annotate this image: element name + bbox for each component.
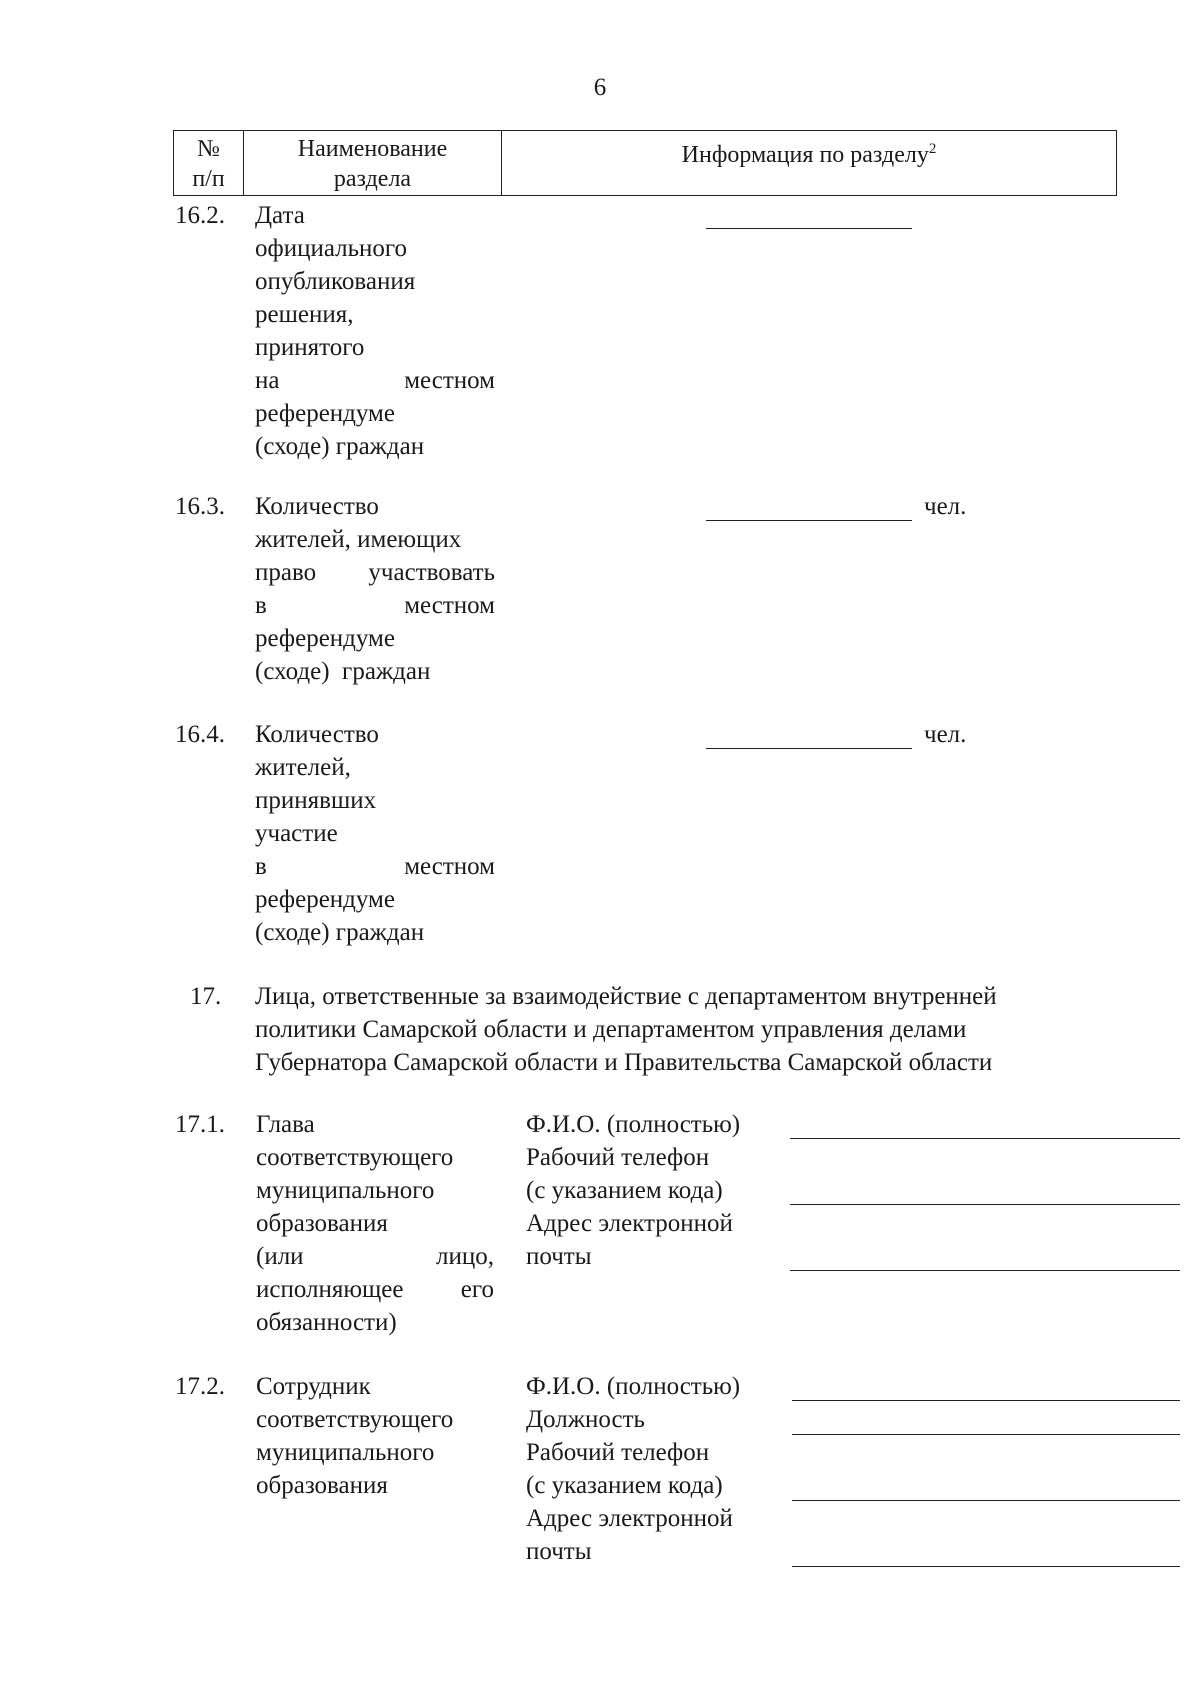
row-name-line: референдуме [255,400,395,427]
phone-field-line[interactable] [792,1500,1180,1501]
row-name-line: муниципального [256,1177,435,1204]
row-name-line: (сходе) граждан [255,919,425,946]
row-number-16-4: 16.4. [175,721,225,748]
field-label-phone-code: (с указанием кода) [526,1177,723,1204]
header-info-text: Информация по разделу [681,142,929,168]
field-label-fio: Ф.И.О. (полностью) [526,1373,741,1400]
field-labels-17-1 [526,1108,776,1273]
header-col-name [244,131,502,195]
word: в [255,592,267,619]
unit-label: чел. [924,721,967,748]
fio-field-line[interactable] [792,1400,1180,1401]
row-name-line: принятого [255,334,365,361]
row-name-line: образования [256,1472,388,1499]
header-name-line2: раздела [333,166,412,192]
word: местном [404,853,495,880]
word: участвовать [368,559,495,586]
row-text-line: Губернатора Самарской области и Правительства Самарской области [255,1049,993,1076]
row-number-17-1: 17.1. [175,1111,225,1138]
row-name-line: соответствующего [256,1144,454,1171]
field-label-phone: Рабочий телефон [526,1144,710,1171]
count-field-line[interactable] [706,520,912,521]
phone-field-line[interactable] [790,1204,1180,1205]
row-name-line [256,1240,494,1273]
row-name-line [256,1273,494,1306]
header-col-number [174,131,244,195]
field-label-email-cont: почты [526,1538,592,1565]
row-number-16-2: 16.2. [175,202,225,229]
row-name-line: (сходе) граждан [255,658,431,685]
field-label-position: Должность [526,1406,645,1433]
header-number-sign: № [197,136,220,162]
row-name-16-3 [255,490,495,688]
field-label-email-cont: почты [526,1243,592,1270]
row-name-17-2 [256,1370,494,1502]
row-name-16-2 [255,199,495,463]
header-col-info [502,131,1116,195]
row-text-line: Лица, ответственные за взаимодействие с департаментом внутренней [255,983,997,1010]
footnote-ref: 2 [928,141,937,157]
row-number-17-2: 17.2. [175,1373,225,1400]
row-number-16-3: 16.3. [175,493,225,520]
row-name-line: официального [255,235,408,262]
row-name-line: решения, [255,301,354,328]
word: местном [404,367,495,394]
email-field-line[interactable] [792,1566,1180,1567]
field-label-phone: Рабочий телефон [526,1439,710,1466]
row-name-line [255,364,495,397]
position-field-line[interactable] [792,1434,1180,1435]
field-label-phone-code: (с указанием кода) [526,1472,723,1499]
row-name-line: опубликования [255,268,416,295]
word: в [255,853,267,880]
row-name-line: участие [255,820,338,847]
row-name-line [255,556,495,589]
word: право [255,559,317,586]
header-number-abbr: п/п [192,166,225,192]
date-field-line[interactable] [706,228,912,229]
row-name-line: муниципального [256,1439,435,1466]
row-text-line: политики Самарской области и департаментом управления делами [255,1016,967,1043]
row-name-line: референдуме [255,625,395,652]
row-name-line: обязанности) [256,1309,397,1336]
row-name-line: Сотрудник [256,1373,371,1400]
row-name-line: соответствующего [256,1406,454,1433]
row-name-line: Дата [255,202,305,229]
word: на [255,367,280,394]
word: лицо, [436,1243,494,1270]
word: его [460,1276,494,1303]
row-name-line: образования [256,1210,388,1237]
count-field-line[interactable] [706,748,912,749]
header-name-line1: Наименование [297,136,448,162]
word: местном [404,592,495,619]
row-name-line: жителей, имеющих [255,526,462,553]
row-text-17 [255,980,1115,1079]
word: исполняющее [256,1276,404,1303]
row-number-17: 17. [190,983,222,1010]
row-name-line: жителей, [255,754,351,781]
row-name-17-1 [256,1108,494,1339]
row-name-line [255,589,495,622]
field-labels-17-2 [526,1370,776,1568]
email-field-line[interactable] [790,1270,1180,1271]
row-name-line: Количество [255,493,379,520]
row-name-line: Количество [255,721,379,748]
row-name-line: (сходе) граждан [255,433,425,460]
row-name-line: Глава [256,1111,315,1138]
table-header [173,130,1117,196]
unit-label: чел. [924,493,967,520]
row-name-line: принявших [255,787,377,814]
field-label-email: Адрес электронной [526,1210,733,1237]
field-label-fio: Ф.И.О. (полностью) [526,1111,741,1138]
row-name-line [255,850,495,883]
field-label-email: Адрес электронной [526,1505,733,1532]
row-name-line: референдуме [255,886,395,913]
page-number: 6 [593,74,607,101]
row-name-16-4 [255,718,495,949]
fio-field-line[interactable] [790,1138,1180,1139]
word: (или [256,1243,304,1270]
